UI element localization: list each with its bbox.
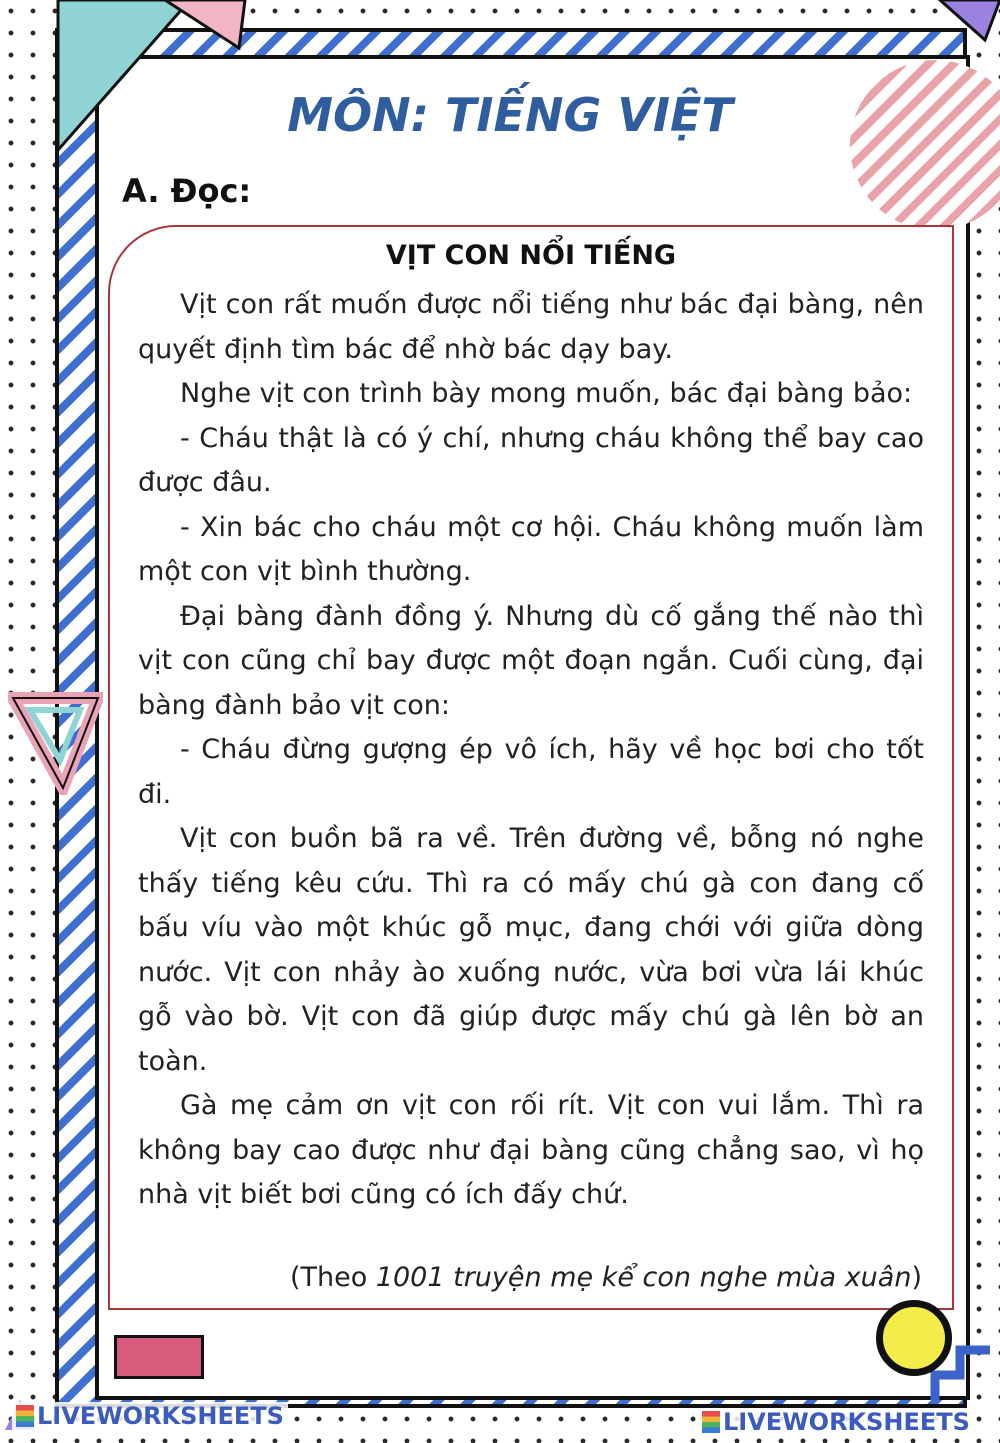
story-paragraph: - Xin bác cho cháu một cơ hội. Cháu không muốn làm một con vịt bình thường. <box>138 511 924 587</box>
story-paragraph: Đại bàng đành đồng ý. Nhưng dù cố gắng thế nào thì vịt con cũng chỉ bay được một đoạn ngắn. Cuối cùng, đại bàng đành bảo vịt con: <box>138 600 924 721</box>
liveworksheets-logo-icon <box>702 1411 720 1433</box>
story-body <box>138 283 924 1218</box>
story-paragraph: Vịt con buồn bã ra về. Trên đường về, bỗng nó nghe thấy tiếng kêu cứu. Thì ra có mấy chú gà con đang cố bấu víu vào một khúc gỗ mục, đang chới với giữa dòng nước. Vịt con nhảy ào xuống nước, vừa bơi vừa lái khúc gỗ vào bờ. Vịt con đã giúp được mấy chú gà lên bờ an toàn. <box>138 823 924 1077</box>
story-paragraph: Gà mẹ cảm ơn vịt con rối rít. Vịt con vui lắm. Thì ra không bay cao được như đại bàng cũng chẳng sao, vì họ nhà vịt biết bơi cũng có ích đấy chứ. <box>138 1090 924 1210</box>
story-paragraph: Nghe vịt con trình bày mong muốn, bác đại bàng bảo: <box>180 378 913 409</box>
page-title: MÔN: TIẾNG VIỆT <box>287 88 733 142</box>
watermark-right-text: LIVEWORKSHEETS <box>723 1408 970 1436</box>
story-source <box>290 1262 922 1293</box>
watermark-right <box>698 1408 974 1436</box>
watermark-left <box>12 1402 288 1430</box>
section-heading: A. Đọc: <box>122 172 252 210</box>
source-title: 1001 truyện mẹ kể con nghe mùa xuân <box>375 1262 912 1293</box>
story-paragraph: Vịt con rất muốn được nổi tiếng như bác đại bàng, nên quyết định tìm bác để nhờ bác dạy bay. <box>138 289 924 365</box>
pink-rectangle-decoration <box>114 1335 204 1379</box>
source-prefix: (Theo <box>289 1262 376 1293</box>
watermark-left-text: LIVEWORKSHEETS <box>37 1402 284 1430</box>
source-suffix: ) <box>911 1262 922 1293</box>
purple-triangle-decoration <box>930 0 1000 50</box>
yellow-circle-decoration <box>876 1300 952 1376</box>
triangle-outline-decoration <box>8 690 103 795</box>
pink-triangle-decoration <box>165 0 250 55</box>
story-paragraph: - Cháu thật là có ý chí, nhưng cháu không thể bay cao được đâu. <box>138 422 924 498</box>
story-title: VỊT CON NỔI TIẾNG <box>385 240 677 271</box>
liveworksheets-logo-icon <box>16 1405 34 1427</box>
story-paragraph: - Cháu đừng gượng ép vô ích, hãy về học bơi cho tốt đi. <box>138 734 924 810</box>
